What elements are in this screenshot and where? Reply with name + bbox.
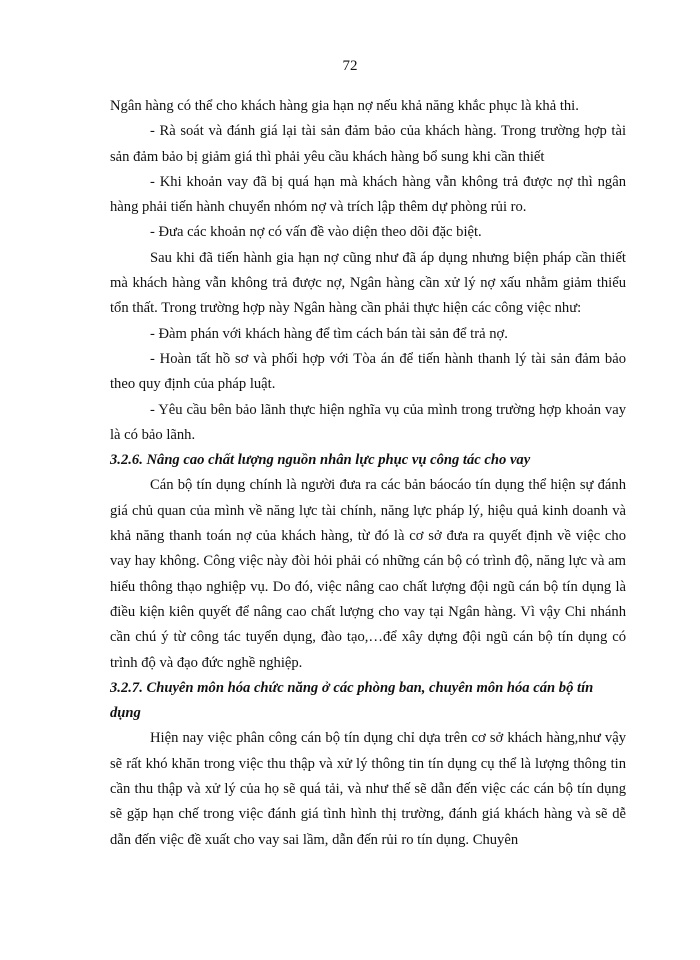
bullet-item: - Yêu cầu bên bảo lãnh thực hiện nghĩa vụ của mình trong trường hợp khoản vay là có bảo lãnh.	[110, 401, 626, 443]
bullet-item: - Rà soát và đánh giá lại tài sản đảm bảo của khách hàng. Trong trường hợp tài sản đảm bảo bị giảm giá thì phải yêu cầu khách hàng bổ sung khi cần thiết	[110, 123, 626, 165]
paragraph: Sau khi đã tiến hành gia hạn nợ cũng như đã áp dụng nhưng biện pháp cần thiết mà khách hàng vẫn không trả được nợ, Ngân hàng cần xử lý nợ xấu nhằm giảm thiểu tổn thất. Trong trường hợp này Ngân hàng cần phải thực hiện các công việc như:	[110, 249, 626, 317]
bullet-item: - Khi khoản vay đã bị quá hạn mà khách hàng vẫn không trả được nợ thì ngân hàng phải tiến hành chuyển nhóm nợ và trích lập thêm dự phòng rủi ro.	[110, 173, 626, 216]
page-number: 72	[342, 58, 358, 74]
bullet-item: - Đàm phán với khách hàng để tìm cách bán tài sản để trả nợ.	[150, 325, 508, 342]
paragraph: Hiện nay việc phân công cán bộ tín dụng chỉ dựa trên cơ sở khách hàng,như vậy sẽ rất khó khăn trong việc thu thập và xử lý thông tin tín dụng cụ thể là lượng thông tin cần thu thập và xử lý của họ sẽ quá tải, và như thế sẽ dẫn đến việc các cán bộ tín dụng sẽ gặp hạn chế trong việc đánh giá tình hình thị trường, đánh giá khách hàng và sẽ dễ dẫn đến việc đề xuất cho vay sai lầm, dẫn đến rủi ro tín dụng. Chuyên	[110, 730, 626, 848]
document-body	[110, 94, 626, 853]
section-heading-3-2-7: 3.2.7. Chuyên môn hóa chức năng ở các phòng ban, chuyên môn hóa cán bộ tín dụng	[110, 679, 594, 722]
paragraph: Cán bộ tín dụng chính là người đưa ra các bản báocáo tín dụng thể hiện sự đánh giá chủ quan của mình về năng lực tài chính, năng lực pháp lý, hiệu quả kinh doanh và khả năng thanh toán nợ của khách hàng, từ đó là cơ sở đưa ra quyết định về việc cho vay hay không. Công việc này đòi hỏi phải có những cán bộ có trình độ, năng lực và am hiểu thông thạo nghiệp vụ. Do đó, việc nâng cao chất lượng đội ngũ cán bộ tín dụng là điều kiện kiên quyết để nâng cao chất lượng cho vay tại Ngân hàng. Vì vậy Chi nhánh cần chú ý từ công tác tuyển dụng, đào tạo,…để xây dựng đội ngũ cán bộ tín dụng có trình độ và đạo đức nghề nghiệp.	[110, 477, 626, 671]
paragraph: Ngân hàng có thể cho khách hàng gia hạn nợ nếu khả năng khắc phục là khả thi.	[110, 98, 579, 114]
bullet-item: - Hoàn tất hồ sơ và phối hợp với Tòa án để tiến hành thanh lý tài sản đảm bảo theo quy định của pháp luật.	[110, 350, 626, 393]
section-heading-3-2-6: 3.2.6. Nâng cao chất lượng nguồn nhân lực phục vụ công tác cho vay	[110, 452, 531, 469]
bullet-item: - Đưa các khoản nợ có vấn đề vào diện theo dõi đặc biệt.	[150, 224, 482, 241]
